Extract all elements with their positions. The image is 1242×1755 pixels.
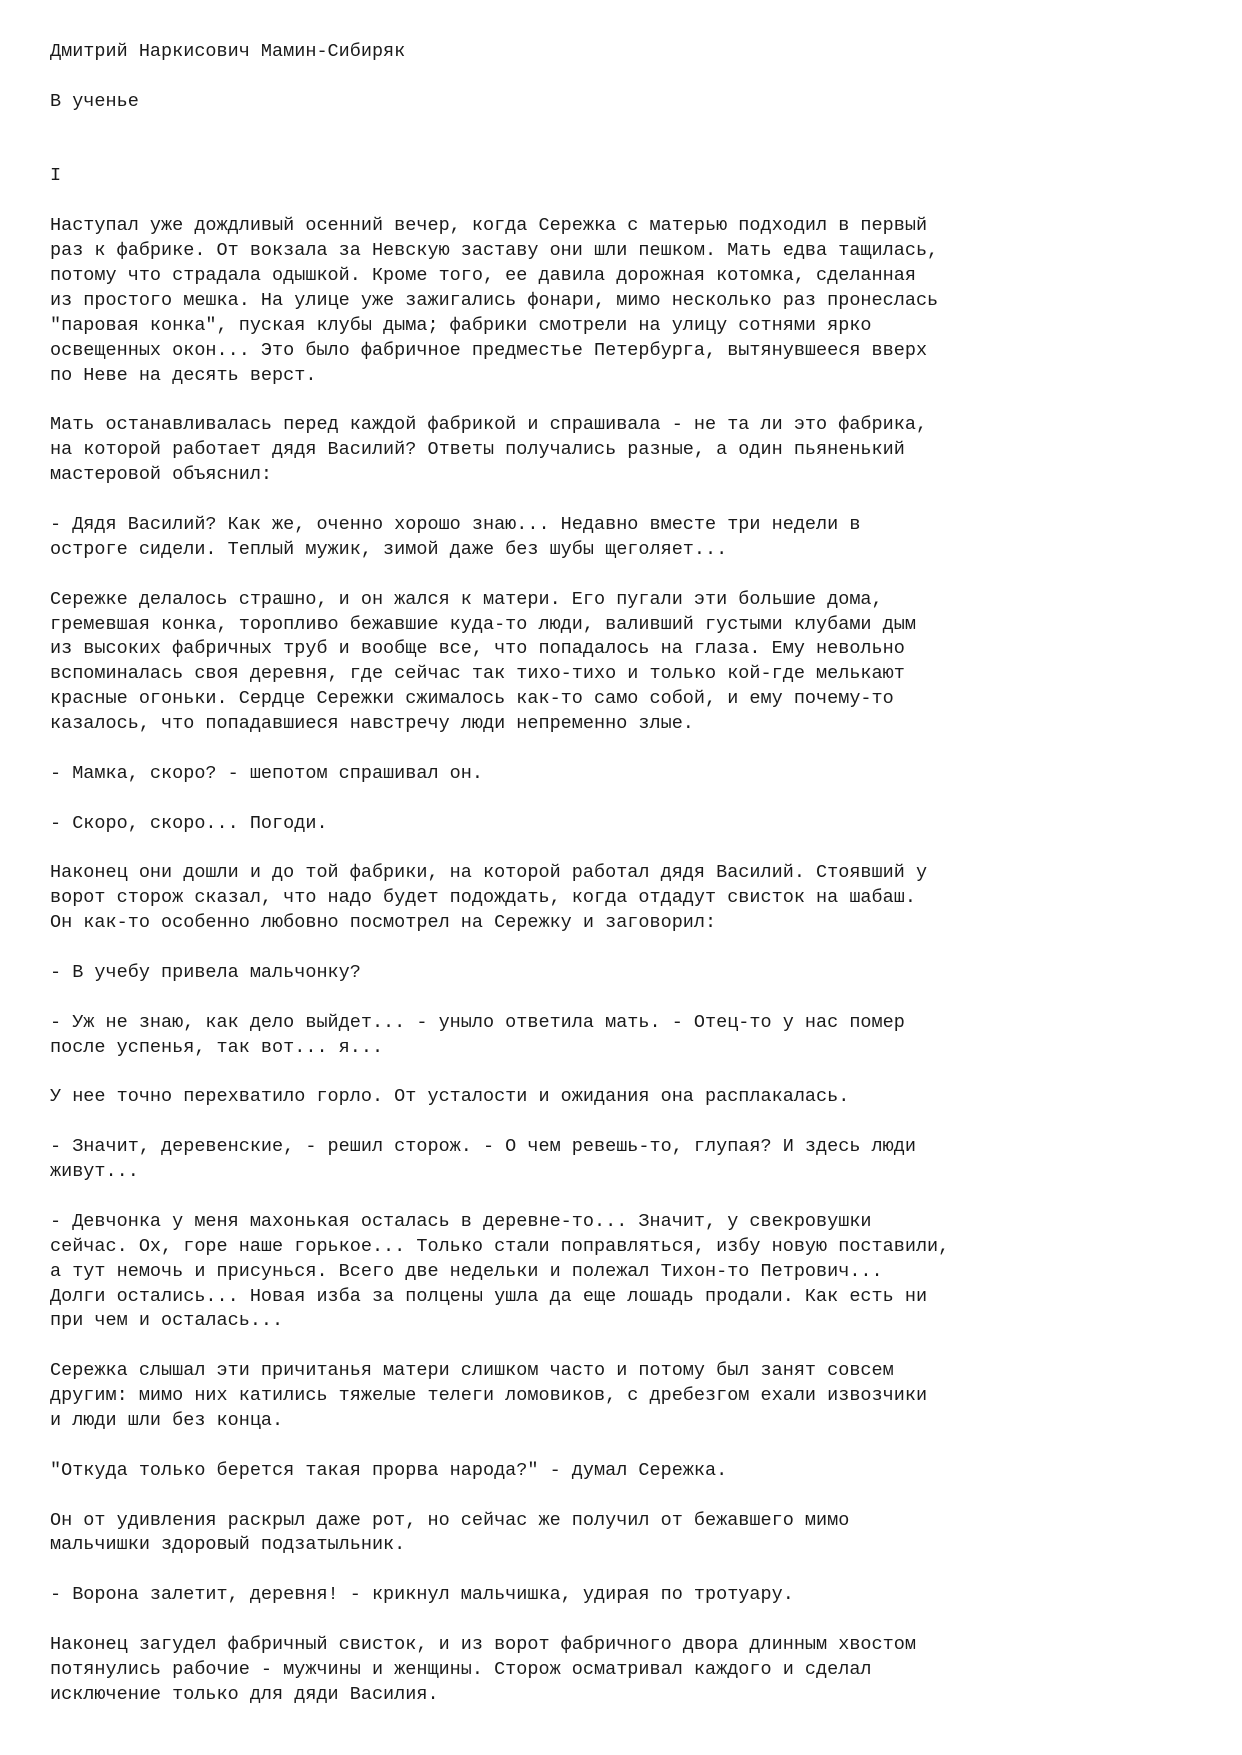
text-line: живут...	[50, 1161, 139, 1183]
paragraph	[50, 1459, 1200, 1484]
text-line: У нее точно перехватило горло. От усталости и ожидания она расплакалась.	[50, 1086, 850, 1108]
text-line: Мать останавливалась перед каждой фабрикой и спрашивала - не та ли это фабрика,	[50, 414, 928, 436]
text-line: казалось, что попадавшиеся навстречу люди непременно злые.	[50, 713, 694, 735]
text-line: потянулись рабочие - мужчины и женщины. Сторож осматривал каждого и сделал	[50, 1658, 872, 1680]
text-line: на которой работает дядя Василий? Ответы получались разные, а один пьяненький	[50, 439, 905, 461]
paragraph	[50, 961, 1200, 986]
text-line: - Девчонка у меня махонькая осталась в деревне-то... Значит, у свекровушки	[50, 1210, 872, 1232]
text-line: Сережка слышал эти причитанья матери слишком часто и потому был занят совсем	[50, 1360, 894, 1382]
text-line: Он от удивления раскрыл даже рот, но сейчас же получил от бежавшего мимо	[50, 1509, 850, 1531]
text-line: - Дядя Василий? Как же, оченно хорошо знаю... Недавно вместе три недели в	[50, 513, 861, 535]
text-line: ворот сторож сказал, что надо будет подождать, когда отдадут свисток на шабаш.	[50, 887, 916, 909]
text-line: "Откуда только берется такая прорва народа?" - думал Сережка.	[50, 1459, 728, 1481]
text-line: красные огоньки. Сердце Сережки сжималось как-то само собой, и ему почему-то	[50, 688, 894, 710]
text-line: а тут немочь и присунься. Всего две недельки и полежал Тихон-то Петрович...	[50, 1260, 883, 1282]
text-line: после успенья, так вот... я...	[50, 1036, 384, 1058]
chapter-number: I	[50, 165, 62, 187]
text-line: - Скоро, скоро... Погоди.	[50, 812, 328, 834]
document-page	[50, 40, 1200, 1708]
text-line: из высоких фабричных труб и вообще все, что попадалось на глаза. Ему невольно	[50, 638, 905, 660]
text-line: вспоминалась своя деревня, где сейчас так тихо-тихо и только кой-где мелькают	[50, 663, 905, 685]
text-line: - Мамка, скоро? - шепотом спрашивал он.	[50, 762, 483, 784]
text-line: исключение только для дяди Василия.	[50, 1683, 439, 1705]
paragraph	[50, 513, 1200, 563]
paragraph	[50, 214, 1200, 388]
text-line: и люди шли без конца.	[50, 1410, 284, 1431]
author-line: Дмитрий Наркисович Мамин-Сибиряк	[50, 41, 406, 62]
paragraph	[50, 588, 1200, 737]
text-line: "паровая конка", пуская клубы дыма; фабрики смотрели на улицу сотнями ярко	[50, 314, 872, 336]
text-line: Он как-то особенно любовно посмотрел на Сережку и заговорил:	[50, 912, 717, 934]
paragraph	[50, 1509, 1200, 1559]
text-line: потому что страдала одышкой. Кроме того, ее давила дорожная котомка, сделанная	[50, 265, 916, 287]
story-title: В ученье	[50, 90, 139, 112]
text-line: по Неве на десять верст.	[50, 364, 317, 386]
text-line: Наступал уже дождливый осенний вечер, когда Сережка с матерью подходил в первый	[50, 215, 928, 237]
paragraph	[50, 1135, 1200, 1185]
text-line: мальчишки здоровый подзатыльник.	[50, 1534, 406, 1556]
paragraph	[50, 762, 1200, 787]
text-line: сейчас. Ох, горе наше горькое... Только стали поправляться, избу новую поставили,	[50, 1235, 950, 1257]
text-line: - Ворона залетит, деревня! - крикнул мальчишка, удирая по тротуару.	[50, 1584, 794, 1606]
text-line: из простого мешка. На улице уже зажигались фонари, мимо несколько раз пронеслась	[50, 289, 939, 311]
text-line: другим: мимо них катились тяжелые телеги ломовиков, с дребезгом ехали извозчики	[50, 1385, 928, 1407]
paragraph	[50, 812, 1200, 837]
paragraph	[50, 1633, 1200, 1708]
text-line: освещенных окон... Это было фабричное предместье Петербурга, вытянувшееся вверх	[50, 339, 928, 361]
text-line: Наконец загудел фабричный свисток, и из ворот фабричного двора длинным хвостом	[50, 1634, 916, 1656]
text-line: остроге сидели. Теплый мужик, зимой даже без шубы щеголяет...	[50, 538, 728, 560]
paragraph	[50, 1210, 1200, 1334]
paragraph	[50, 1583, 1200, 1608]
text-line: Сережке делалось страшно, и он жался к матери. Его пугали эти большие дома,	[50, 588, 883, 610]
text-line: раз к фабрике. От вокзала за Невскую заставу они шли пешком. Мать едва тащилась,	[50, 240, 939, 262]
paragraph	[50, 1359, 1200, 1434]
paragraph	[50, 413, 1200, 488]
text-line: мастеровой объяснил:	[50, 464, 273, 486]
paragraph	[50, 1011, 1200, 1061]
text-line: Наконец они дошли и до той фабрики, на которой работал дядя Василий. Стоявший у	[50, 862, 928, 884]
paragraph	[50, 1085, 1200, 1110]
text-line: - Уж не знаю, как дело выйдет... - уныло ответила мать. - Отец-то у нас помер	[50, 1011, 905, 1033]
text-line: при чем и осталась...	[50, 1310, 284, 1332]
text-line: гремевшая конка, торопливо бежавшие куда-то люди, валивший густыми клубами дым	[50, 613, 916, 635]
paragraph	[50, 861, 1200, 936]
text-line: - Значит, деревенские, - решил сторож. - О чем ревешь-то, глупая? И здесь люди	[50, 1136, 916, 1158]
story-body	[50, 214, 1200, 1707]
text-line: - В учебу привела мальчонку?	[50, 961, 361, 983]
text-line: Долги остались... Новая изба за полцены ушла да еще лошадь продали. Как есть ни	[50, 1285, 928, 1307]
